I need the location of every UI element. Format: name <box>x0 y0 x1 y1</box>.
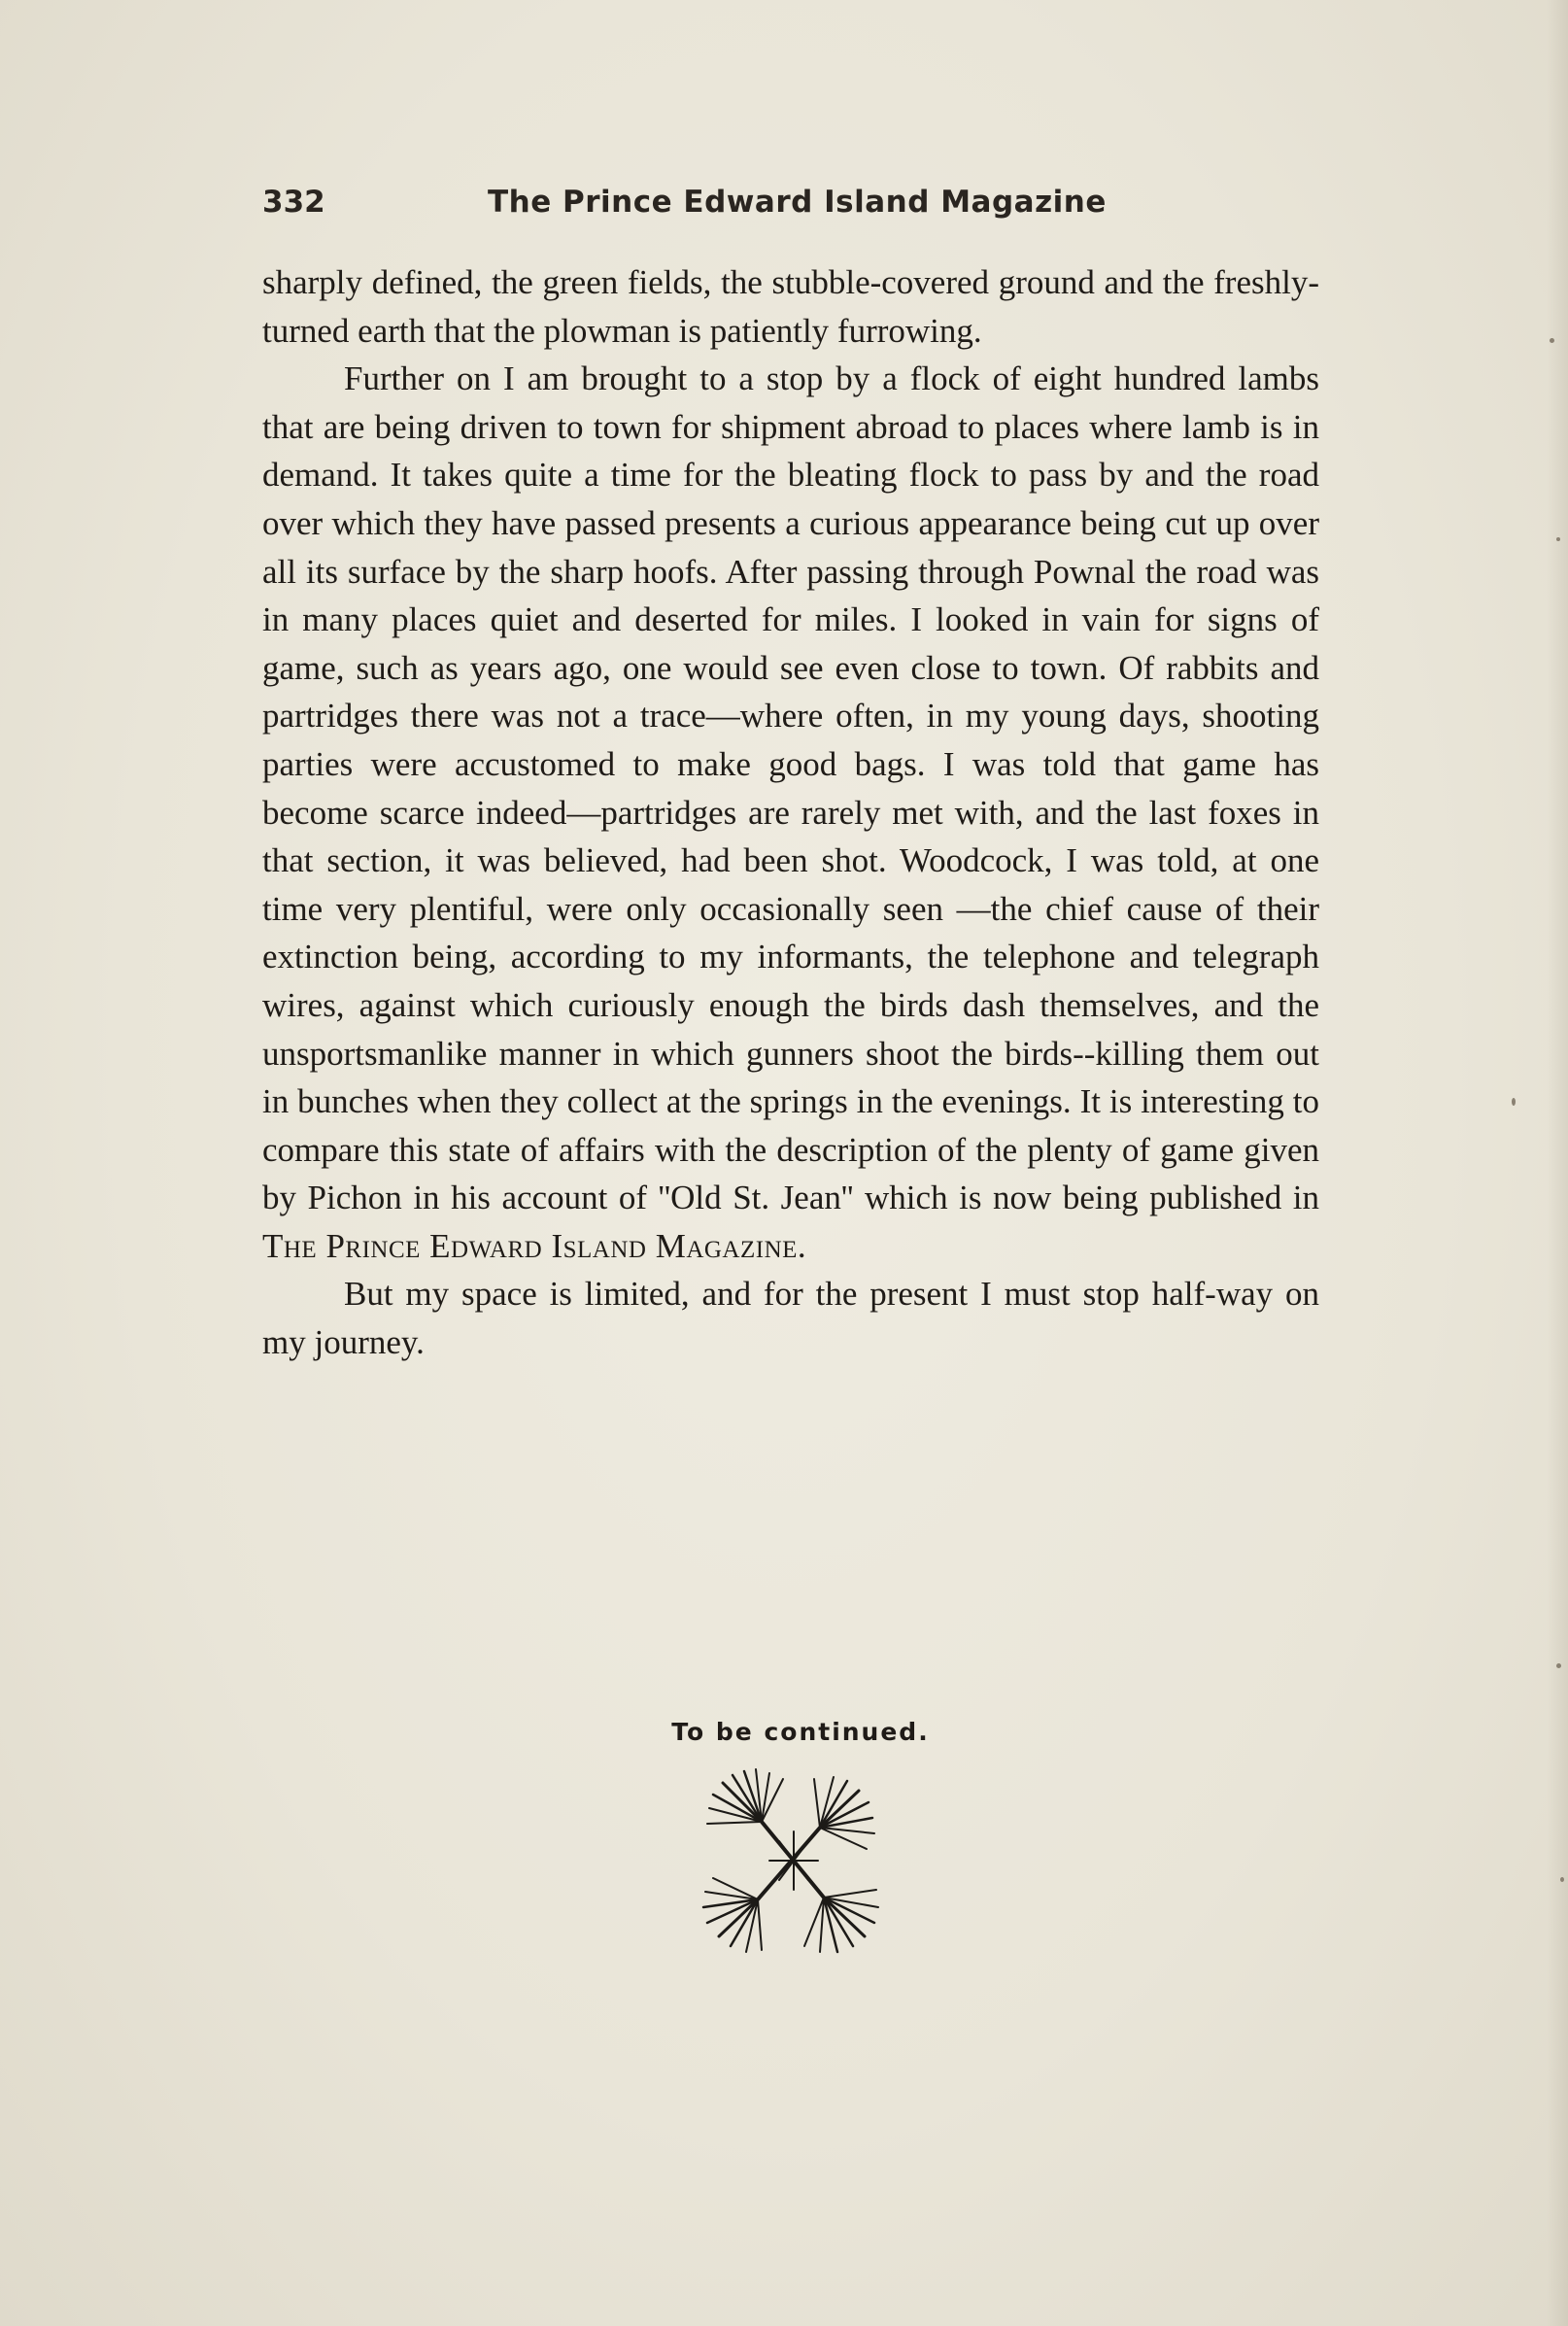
paper-speck <box>1556 1663 1561 1668</box>
magazine-title-reference: The Prince Edward Island Magazine <box>262 1226 798 1265</box>
page-number: 332 <box>262 185 325 220</box>
paragraph-2 <box>262 355 1319 1270</box>
paragraph-2-text: Further on I am brought to a stop by a flock of eight hundred lambs that are being driven to town for shipment abroad to places where lamb is in demand. It takes quite a time for the bleating flock to pass by and the road over which they have passed presents a curious appearance being cut up over all its surface by the sharp hoofs. After passing through Pownal the road was in many places quiet and deserted for miles. I looked in vain for signs of game, such as years ago, one would see even close to town. Of rabbits and partridges there was not a trace—where often, in my young days, shooting parties were accustomed to make good bags. I was told that game has become scarce indeed—partridges are rarely met with, and the last foxes in that section, it was believed, had been shot. Woodcock, I was told, at one time very plentiful, were only occasionally seen —the chief cause of their extinction being, according to my informants, the telephone and telegraph wires, against which curiously enough the birds dash themselves, and the unsportsmanlike manner in which gunners shoot the birds--killing them out in bunches when they collect at the springs in the evenings. It is interesting to compare this state of affairs with the description of the plenty of game given by Pichon in his account of ''Old St. Jean'' which is now being published in <box>262 359 1319 1217</box>
paper-speck <box>1550 338 1554 343</box>
paragraph-1: sharply defined, the green fields, the stubble-covered ground and the freshly-turned earth that the plowman is patiently furrowing. <box>262 263 1319 350</box>
article-body <box>262 258 1319 1367</box>
journal-title: The Prince Edward Island Magazine <box>488 185 1107 220</box>
paragraph-3: But my space is limited, and for the present I must stop half-way on my journey. <box>262 1275 1319 1362</box>
paper-speck <box>1560 1877 1564 1882</box>
running-head <box>262 185 1319 223</box>
paper-speck <box>1556 537 1560 541</box>
to-be-continued-note: To be continued. <box>671 1718 930 1746</box>
page-edge-shadow <box>1547 0 1568 2326</box>
paragraph-2-end: . <box>797 1226 806 1265</box>
pine-needle-ornament-icon <box>701 1763 886 1958</box>
paper-speck <box>1512 1098 1516 1106</box>
